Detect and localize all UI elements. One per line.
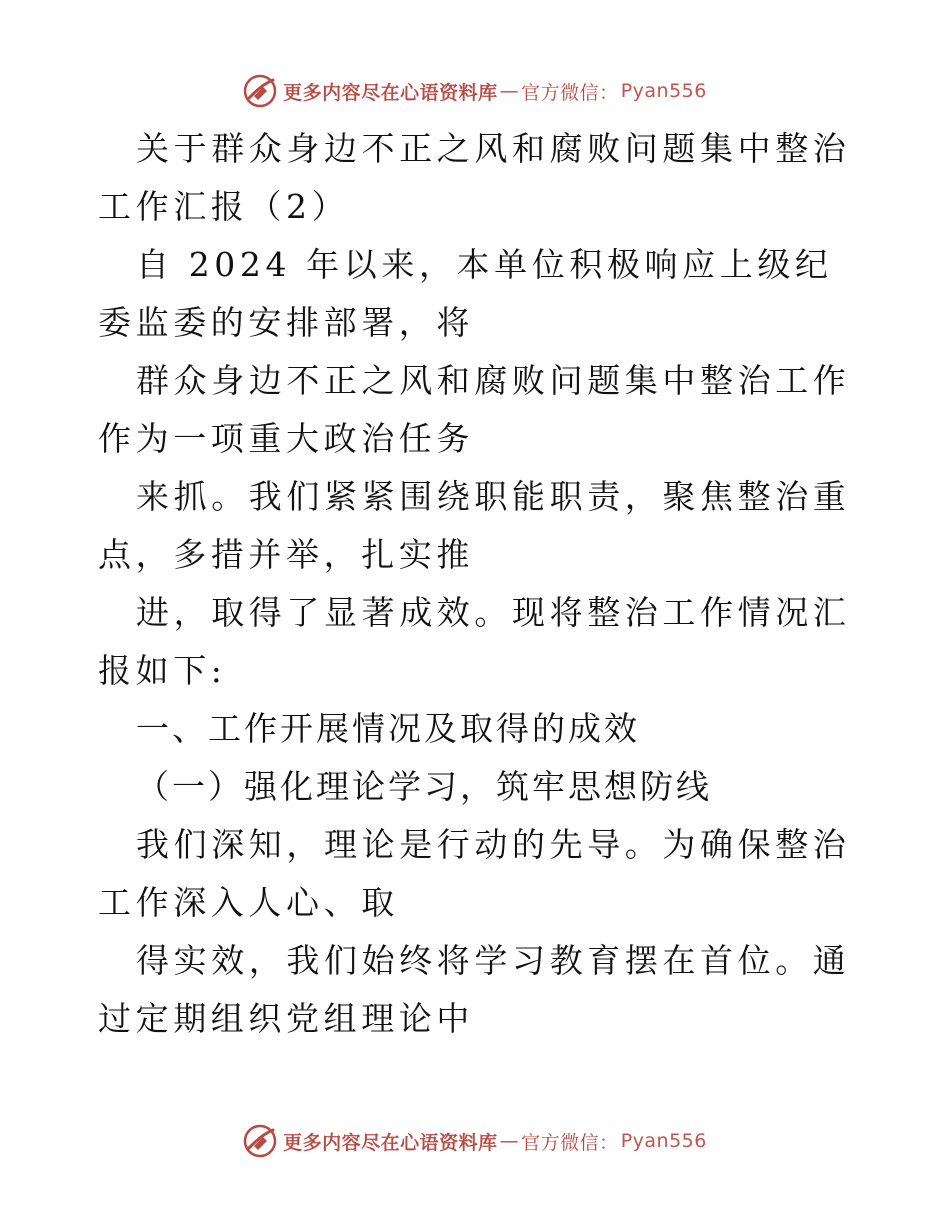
body-paragraph: 进，取得了显著成效。现将整治工作情况汇报如下: — [98, 593, 851, 690]
watermark-separator: — — [499, 80, 520, 102]
watermark-separator: — — [499, 1130, 520, 1152]
document-body — [98, 120, 858, 1048]
watermark-brand: 更多内容尽在心语资料库 — [283, 1131, 498, 1154]
document-title: 关于群众身边不正之风和腐败问题集中整治工作汇报（2） — [98, 129, 851, 226]
watermark-brand: 更多内容尽在心语资料库 — [283, 81, 498, 104]
watermark-wechat-account: Pyan556 — [620, 80, 707, 102]
body-paragraph: 自 2024 年以来，本单位积极响应上级纪委监委的安排部署，将 — [98, 245, 833, 342]
body-paragraph: 我们深知，理论是行动的先导。为确保整治工作深入人心、取 — [98, 825, 851, 922]
watermark-wechat-label: 官方微信： — [521, 1131, 619, 1154]
subsection-heading: （一）强化理论学习，筑牢思想防线 — [136, 767, 712, 806]
body-paragraph: 得实效，我们始终将学习教育摆在首位。通过定期组织党组理论中 — [98, 941, 851, 1038]
pen-logo-icon — [243, 1124, 277, 1158]
section-heading: 一、工作开展情况及取得的成效 — [136, 709, 640, 748]
watermark-wechat-account: Pyan556 — [620, 1130, 707, 1152]
watermark-header — [0, 74, 950, 108]
pen-logo-icon — [243, 74, 277, 108]
watermark-footer — [0, 1124, 950, 1158]
body-paragraph: 群众身边不正之风和腐败问题集中整治工作作为一项重大政治任务 — [98, 361, 851, 458]
watermark-wechat-label: 官方微信： — [521, 81, 619, 104]
body-paragraph: 来抓。我们紧紧围绕职能职责，聚焦整治重点，多措并举，扎实推 — [98, 477, 851, 574]
